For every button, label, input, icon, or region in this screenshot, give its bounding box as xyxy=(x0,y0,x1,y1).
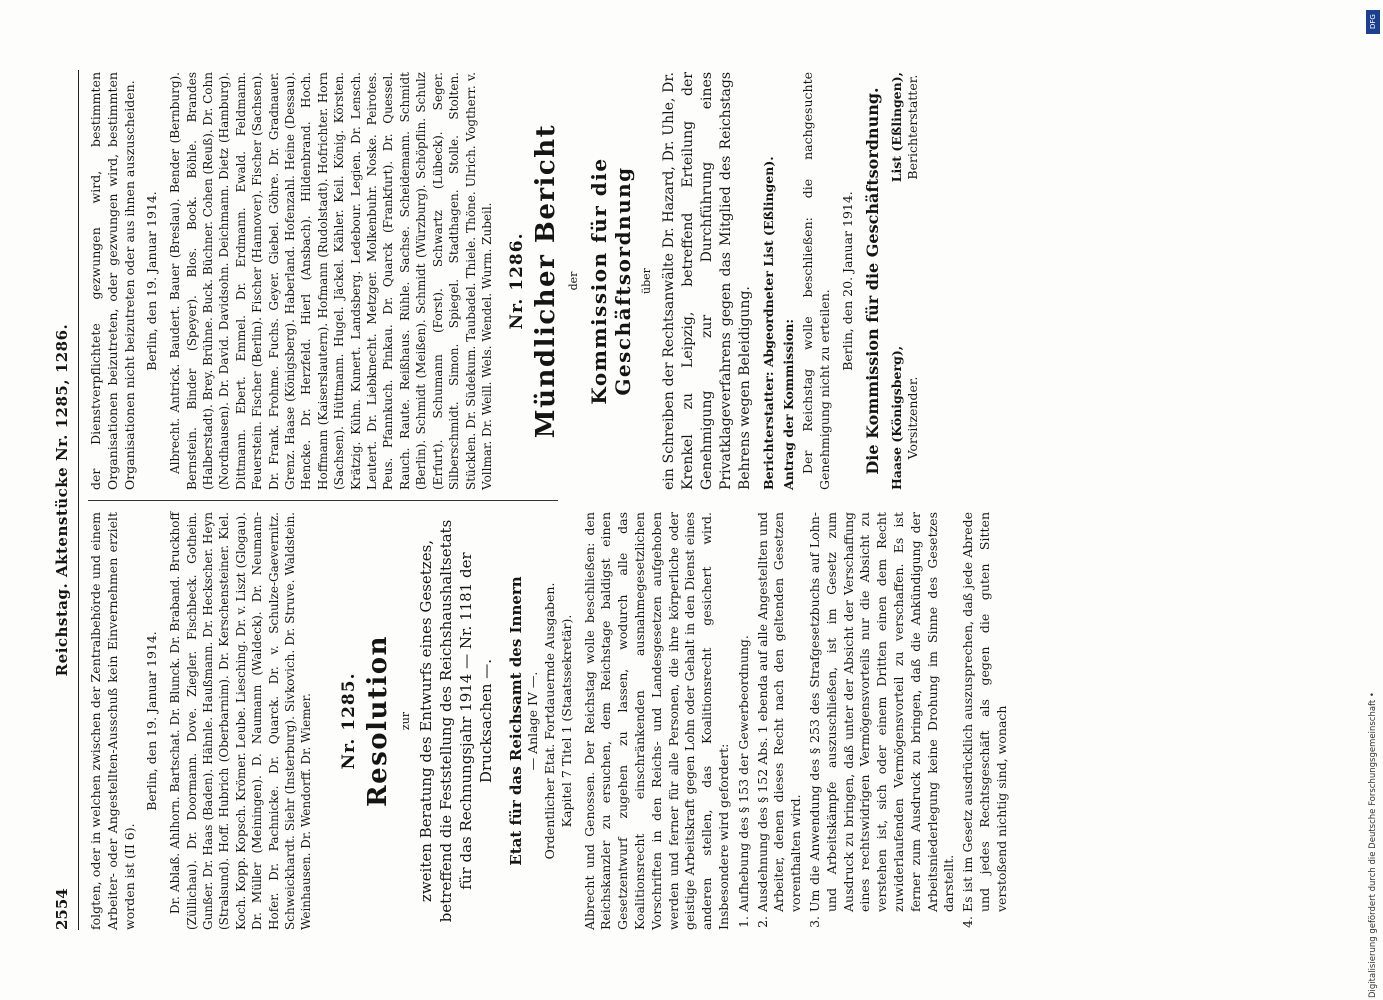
left-dateline: Berlin, den 19. Januar 1914. xyxy=(144,631,160,811)
page-number: 2554 xyxy=(53,888,71,930)
nr-1286-heading: Nr. 1286. xyxy=(507,232,528,330)
right-dateline: Berlin, den 19. Januar 1914. xyxy=(144,191,160,371)
bericht-title: Mündlicher Bericht xyxy=(531,123,562,439)
chair-role: Vorsitzender. xyxy=(905,376,921,460)
list-item: 1. Aufhebung des § 153 der Gewerbeordnung. xyxy=(736,512,753,912)
dfg-logo: DFG xyxy=(1366,10,1380,34)
motion-intro: Albrecht und Genossen. Der Reichstag wolle beschließen: den Reichskanzler zu ersuchen, dem Reichstage baldigst einen Gesetzentwurf zugehen zu lassen, wodurch alle das Koalitionsrecht einschränkenden ausnahmegesetzlichen Vorschriften in den Reichs- und Landesgesetzen aufgehoben werden und ferner für alle Personen, die ihre körperliche oder geistige Arbeitskraft gegen Lohn oder Gehalt in den Dienst eines anderen stellen, das Koalitionsrecht gesichert wird. Insbesondere wird gefordert: xyxy=(581,512,731,930)
chair-signature xyxy=(889,346,923,490)
resolution-subtitle: zweiten Beratung des Entwurfs eines Gesetzes, betreffend die Feststellung des Reichshaushaltsetats für das Rechnungsjahr 1914 — Nr. 1181 der Drucksachen —. xyxy=(417,519,496,923)
reporter-signature xyxy=(889,72,923,182)
ueber-label: über xyxy=(639,268,653,294)
report-dateline: Berlin, den 20. Januar 1914. xyxy=(839,191,855,371)
list-item: 2. Ausdehnung des § 152 Abs. 1 ebenda auf alle Angestellten und Arbeiter, denen dieses Recht nach den geltenden Gesetzen vorenthalten wird. xyxy=(755,512,805,912)
nr-1285-heading: Nr. 1285. xyxy=(338,672,359,770)
reporter-name: List (Eßlingen), xyxy=(888,72,904,183)
running-title: Reichstag. Aktenstücke Nr. 1285, 1286. xyxy=(53,323,71,677)
digitization-credit xyxy=(1368,8,1380,998)
closing-commission-title: Die Kommission für die Geschäftsordnung. xyxy=(862,87,882,475)
left-opening-text: folgten, oder in welchen zwischen der Zentralbehörde und einem Arbeiter- oder Angestellten-Ausschuß kein Einvernehmen erzielt worden ist (II 6). xyxy=(88,512,137,930)
running-header xyxy=(50,70,79,930)
antrag-text: Der Reichstag wolle beschließen: die nachgesuchte Genehmigung nicht zu erteilen. xyxy=(800,72,833,490)
der-label: der xyxy=(567,271,581,291)
list-item: 4. Es ist im Gesetz ausdrücklich auszusprechen, daß jede Abrede und jedes Rechtsgeschäft als gegen die guten Sitten verstoßend nichtig sind, wonach xyxy=(960,512,1010,912)
right-opening-text: der Dienstverpflichtete gezwungen wird, bestimmten Organisationen beizutreten, oder gezwungen wird, bestimmten Organisationen nicht beizutreten oder aus ihnen auszuscheiden. xyxy=(88,72,137,490)
column-divider xyxy=(88,500,558,501)
antrag-heading: Antrag der Kommission: xyxy=(780,319,796,490)
commission-title: Kommission für die Geschäftsordnung xyxy=(586,157,635,405)
right-column xyxy=(88,72,922,490)
ordentlicher-etat: Ordentlicher Etat. Fortdauernde Ausgaben. xyxy=(542,582,558,860)
list-item: 3. Um die Anwendung des § 253 des Strafgesetzbuchs auf Lohn- und Arbeitskämpfe auszuschließen, ist im Gesetz zum Ausdruck zu bringen, daß unter der Absicht der Verschaffung eines rechtswidrigen Vermögensvorteils nur die Absicht zu verstehen ist, sich oder einem Dritten einen dem Recht zuwiderlaufenden Vermögensvorteil zu verschaffen. Es ist ferner zum Ausdruck zu bringen, daß die Ankündigung der Arbeitsniederlegung keine Drohung im Sinne des Gesetzes darstellt. xyxy=(807,512,958,912)
report-body: ein Schreiben der Rechtsanwälte Dr. Hazard, Dr. Uhle, Dr. Krenkel zu Leipzig, betreffend Erteilung der Genehmigung zur Durchführung eines Privatklageverfahrens gegen das Mitglied des Reichstags Behrens wegen Beleidigung. xyxy=(660,72,753,490)
demands-list xyxy=(736,512,1011,930)
zur-label: zur xyxy=(398,711,412,731)
signature-block xyxy=(889,72,923,490)
credit-text: Digitalisierung gefördert durch die Deutsche Forschungsgemeinschaft • xyxy=(1368,692,1378,998)
reporter-role: Berichterstatter. xyxy=(905,74,921,180)
berichterstatter-line: Berichterstatter: Abgeordneter List (Eßlingen). xyxy=(760,156,776,490)
rotated-document-page xyxy=(50,70,1350,930)
etat-heading: Etat für das Reichsamt des Innern xyxy=(507,576,526,866)
left-column xyxy=(88,512,1013,930)
chair-name: Haase (Königsberg), xyxy=(888,345,904,490)
resolution-title: Resolution xyxy=(362,634,393,808)
kapitel-label: Kapitel 7 Titel 1 (Staatssekretär). xyxy=(558,614,574,828)
left-signatories: Dr. Ablaß. Ahlhorn. Bartschat. Dr. Blunck. Dr. Braband. Bruckhoff (Züllichau). Dr. Doormann. Dove. Ziegler. Fischbeck. Gothein. Gunßer. Dr. Haas (Baden). Hähnle. Haußmann. Dr. Heckscher. Heyn (Stralsund). Hoff. Hubrich (Oberbarnim). Dr. Kerschensteiner. Kiel. Koch. Kopp. Kopsch. Krömer. Leube. Liesching. Dr. v. Liszt (Glogau). Dr. Müller (Meiningen). D. Naumann (Waldeck). Dr. Neumann-Hofer. Dr. Pachnicke. Dr. Quarck. Dr. v. Schulze-Gaevernitz. Schweickhardt. Siehr (Insterburg). Sivkovich. Dr. Struve. Waldstein. Weinhausen. Dr. Wendorff. Dr. Wiemer. xyxy=(168,512,314,930)
right-signatories: Albrecht. Antrick. Baudert. Bauer (Breslau). Bender (Bernburg). Bernstein. Binder (Speyer). Blos. Bock. Böhle. Brandes (Halberstadt). Brey. Brühne. Buck. Büchner. Cohen (Reuß). Dr. Cohn (Nordhausen). Dr. David. Davidsohn. Deichmann. Dietz (Hamburg). Dittmann. Ebert. Emmel. Dr. Erdmann. Ewald. Feldmann. Feuerstein. Fischer (Berlin). Fischer (Hannover). Fischer (Sachsen). Dr. Frank. Frohme. Fuchs. Geyer. Giebel. Göhre. Dr. Gradnauer. Grenz. Haase (Königsberg). Haberland. Hofenzahl. Heine (Dessau). Hencke. Dr. Herzfeld. Hierl (Ansbach). Hildenbrand. Hoch. Hoffmann (Kaiserslautern). Hofmann (Rudolstadt). Hofrichter. Horn (Sachsen). Hüttmann. Hugel. Jäckel. Kähler. Keil. König. Körsten. Krätzig. Kühn. Kunert. Landsberg. Ledebour. Legien. Dr. Lensch. Leutert. Dr. Liebknecht. Metzger. Molkenbuhr. Noske. Peirotes. Peus. Pfannkuch. Pinkau. Dr. Quarck (Frankfurt). Dr. Quessel. Rauch. Raute. Reißhaus. Rühle. Sachse. Scheidemann. Schmidt (Berlin). Schmidt (Meißen). Schmidt (Würzburg). Schöpflin. Schulz (Erfurt). Schumann (Forst). Schwartz (Lübeck). Seger. Silberschmidt. Simon. Spiegel. Stadthagen. Stolle. Stolten. Stücklen. Dr. Südekum. Taubadel. Thiele. Thöne. Ulrich. Vogtherr. v. Vollmar. Dr. Weill. Wels. Wendel. Wurm. Zubeil. xyxy=(168,72,494,490)
anlage-label: — Anlage IV —. xyxy=(525,671,541,771)
